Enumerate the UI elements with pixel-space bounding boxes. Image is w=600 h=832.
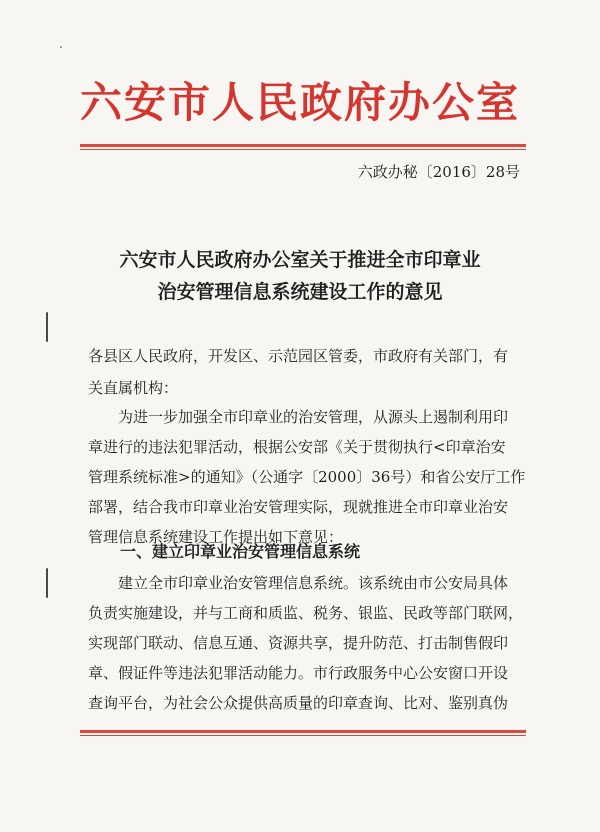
- section-1-line: 查询平台，为社会公众提供高质量的印章查询、比对、鉴别真伪: [88, 694, 509, 712]
- paragraph-1-line: 管理信息系统建设工作提出如下意见：: [88, 528, 344, 546]
- section-1-body: [88, 568, 528, 718]
- section-heading: 一、建立印章业治安管理信息系统: [120, 542, 361, 561]
- document-number: 六政办秘〔2016〕28号: [357, 163, 520, 181]
- title-line-1: 六安市人民政府办公室关于推进全市印章业: [119, 249, 481, 271]
- addressee-line-2: 关直属机构：: [88, 379, 179, 397]
- scan-speck: [60, 46, 62, 48]
- paragraph-1-line: 部署，结合我市印章业治安管理实际，现就推进全市印章业治安: [88, 498, 509, 516]
- document-title: [0, 244, 600, 308]
- section-1-line: 建立全市印章业治安管理信息系统。该系统由市公安局具体: [118, 574, 509, 592]
- masthead-divider: [80, 144, 526, 150]
- section-1-line: 实现部门联动、信息互通、资源共享，提升防范、打击制售假印: [88, 634, 509, 652]
- paragraph-1-line: 章进行的违法犯罪活动，根据公安部《关于贯彻执行<印章治安: [88, 438, 506, 456]
- footer-divider: [80, 730, 526, 736]
- addressee: [88, 340, 528, 404]
- margin-pen-mark: [46, 312, 48, 342]
- paragraph-1-line: 管理系统标准>的通知》（公通字〔2000〕36号）和省公安厅工作: [88, 468, 526, 486]
- margin-pen-mark: [46, 568, 48, 598]
- masthead: 六安市人民政府办公室: [79, 78, 520, 127]
- section-1-line: 章、假证件等违法犯罪活动能力。市行政服务中心公安窗口开设: [88, 664, 509, 682]
- title-line-2: 治安管理信息系统建设工作的意见: [157, 281, 443, 303]
- paragraph-1: [88, 402, 528, 552]
- section-1-line: 负责实施建设，并与工商和质监、税务、银监、民政等部门联网，: [88, 604, 524, 622]
- paragraph-1-line: 为进一步加强全市印章业的治安管理，从源头上遏制利用印: [118, 408, 509, 426]
- addressee-line-1: 各县区人民政府，开发区、示范园区管委，市政府有关部门，有: [88, 347, 509, 365]
